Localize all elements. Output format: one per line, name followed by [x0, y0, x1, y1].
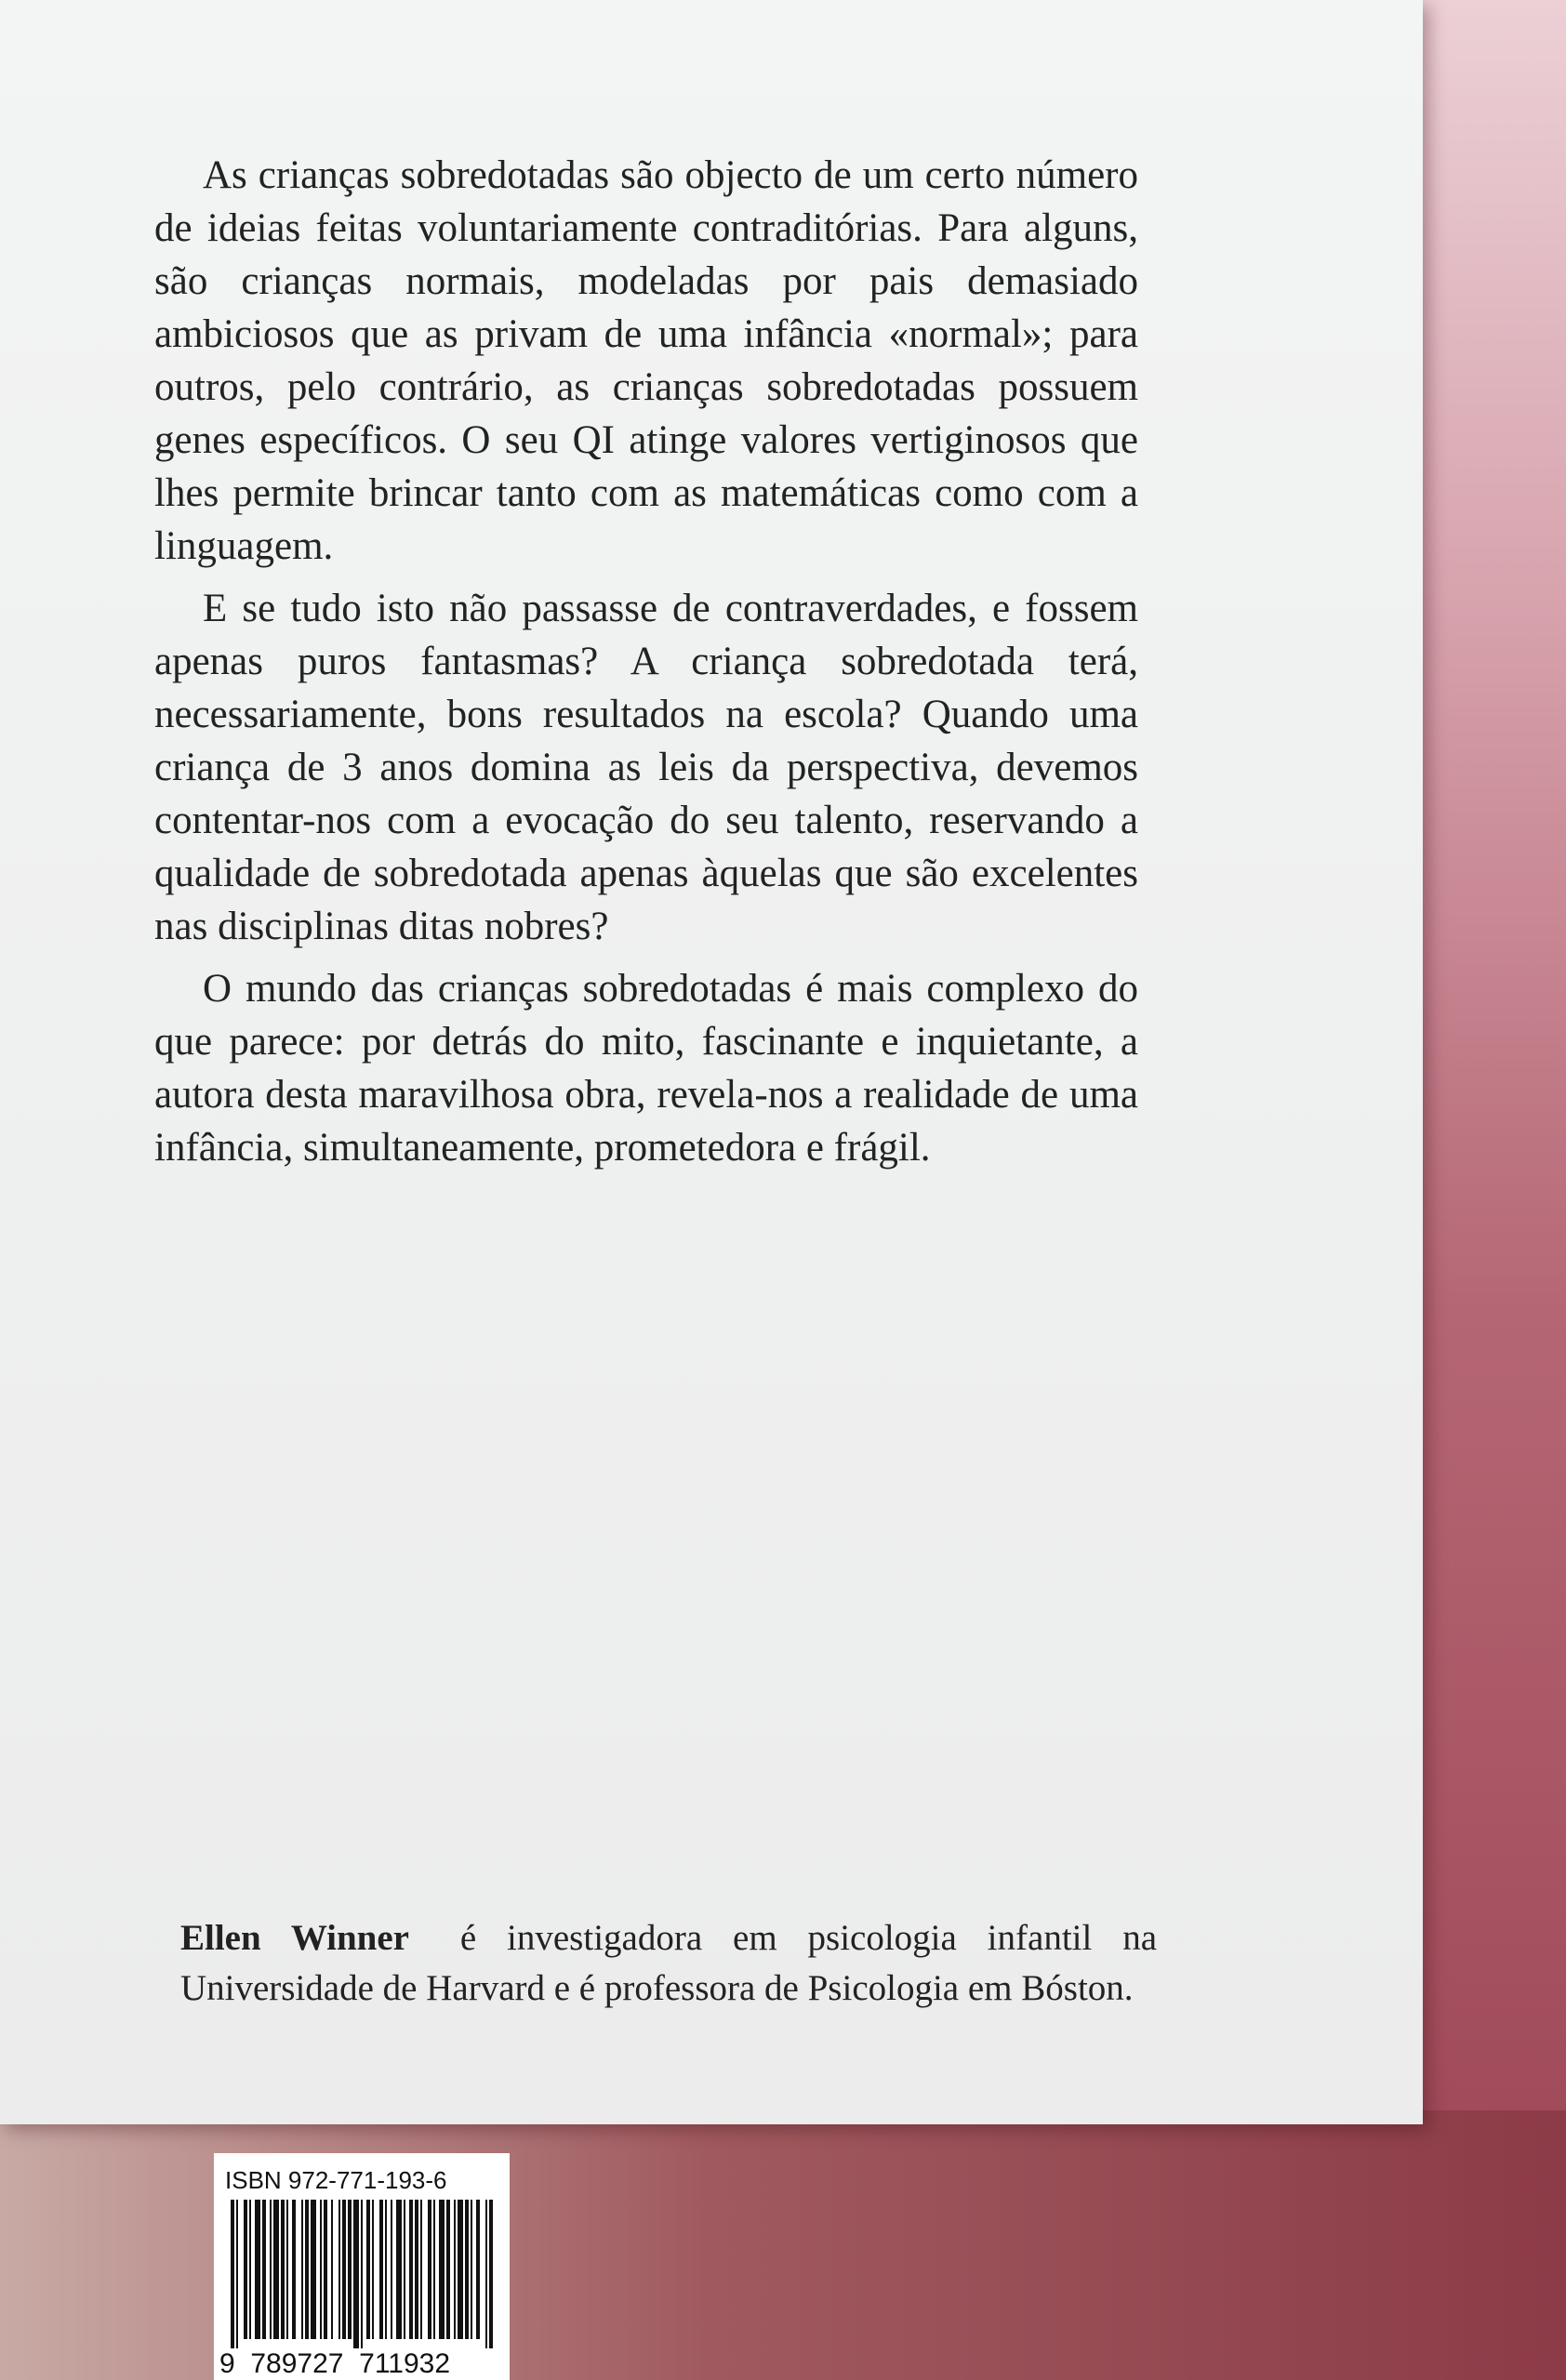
barcode-bar — [286, 2200, 288, 2339]
barcode-bar — [342, 2200, 346, 2339]
barcode-bar — [404, 2200, 405, 2339]
author-bio-text: é investigadora em psicologia infantil na Universidade de Harvard e é professora de Psicologia em Bóston. — [180, 1918, 1157, 2008]
barcode-bar — [485, 2200, 487, 2348]
barcode-bar — [446, 2200, 450, 2339]
barcode-bar — [409, 2200, 413, 2339]
barcode-bar — [255, 2200, 260, 2339]
barcode-bar — [454, 2200, 456, 2339]
blurb-paragraph-2: E se tudo isto não passasse de contraverdades, e fossem apenas puros fantasmas? A criança sobredotada terá, necessariamente, bons resultados na escola? Quando uma criança de 3 anos domina as leis da perspectiva, devemos contentar-nos com a evocação do seu talento, reservando a qualidade de sobredotada apenas àquelas que são excelentes nas disciplinas ditas nobres? — [154, 587, 1138, 948]
barcode-bar — [249, 2200, 251, 2339]
barcode-bar — [353, 2200, 359, 2348]
ean-left-group: 789727 — [250, 2348, 344, 2379]
blurb-text — [154, 149, 1138, 1183]
barcode-bar — [305, 2200, 309, 2339]
ean-digits — [219, 2348, 508, 2380]
barcode-bar — [311, 2200, 316, 2339]
barcode-bar — [338, 2200, 340, 2339]
blurb-paragraph-3: O mundo das crianças sobredotadas é mais complexo do que parece: por detrás do mito, fascinante e inquietante, a autora desta maravilhosa obra, revela-nos a realidade de uma infância, simultaneamente, prometedora e frágil. — [154, 967, 1138, 1170]
barcode-bar — [331, 2200, 333, 2339]
barcode-bar — [489, 2200, 493, 2348]
author-name: Ellen Winner — [180, 1918, 409, 1958]
barcode-bar — [415, 2200, 418, 2339]
barcode-bar — [476, 2200, 480, 2339]
barcode-bar — [439, 2200, 445, 2339]
barcode-bar — [471, 2200, 472, 2339]
barcode-bar — [396, 2200, 402, 2339]
barcode-bar — [458, 2200, 463, 2339]
barcode-bar — [420, 2200, 422, 2339]
barcode-bar — [348, 2200, 352, 2339]
isbn-number: ISBN 972-771-193-6 — [225, 2166, 447, 2194]
barcode-bar — [379, 2200, 383, 2339]
barcode-bar — [262, 2200, 266, 2339]
barcode-bar — [366, 2200, 370, 2339]
barcode-bar — [270, 2200, 272, 2339]
barcode-bar — [244, 2200, 247, 2339]
ean-right-group: 711932 — [359, 2348, 451, 2379]
author-bio — [180, 1913, 1157, 2014]
barcode-bar — [361, 2200, 363, 2348]
barcode-bar — [301, 2200, 303, 2339]
barcode-label — [214, 2153, 510, 2380]
barcode-bar — [391, 2200, 392, 2339]
barcode-bar — [231, 2200, 234, 2348]
barcode-bar — [292, 2200, 296, 2339]
barcode-bar — [465, 2200, 469, 2339]
barcode-bar — [428, 2200, 431, 2339]
barcode-bar — [433, 2200, 435, 2339]
blurb-paragraph-1: As crianças sobredotadas são objecto de um certo número de ideias feitas voluntariamente contraditórias. Para alguns, são crianças normais, modeladas por pais demasiado ambiciosos que as privam de uma infância «normal»; para outros, pelo contrário, as crianças sobredotadas possuem genes específicos. O seu QI atinge valores vertiginosos que lhes permite brincar tanto com as matemáticas como com a linguagem. — [154, 153, 1138, 568]
barcode-bar — [385, 2200, 387, 2339]
ean-first-digit: 9 — [219, 2348, 235, 2379]
barcode-bar — [273, 2200, 279, 2339]
barcode-bar — [324, 2200, 327, 2339]
barcode-bar — [281, 2200, 285, 2339]
barcode-bars — [221, 2200, 500, 2348]
barcode-bar — [372, 2200, 374, 2339]
barcode-bar — [236, 2200, 238, 2348]
barcode-bar — [320, 2200, 322, 2339]
